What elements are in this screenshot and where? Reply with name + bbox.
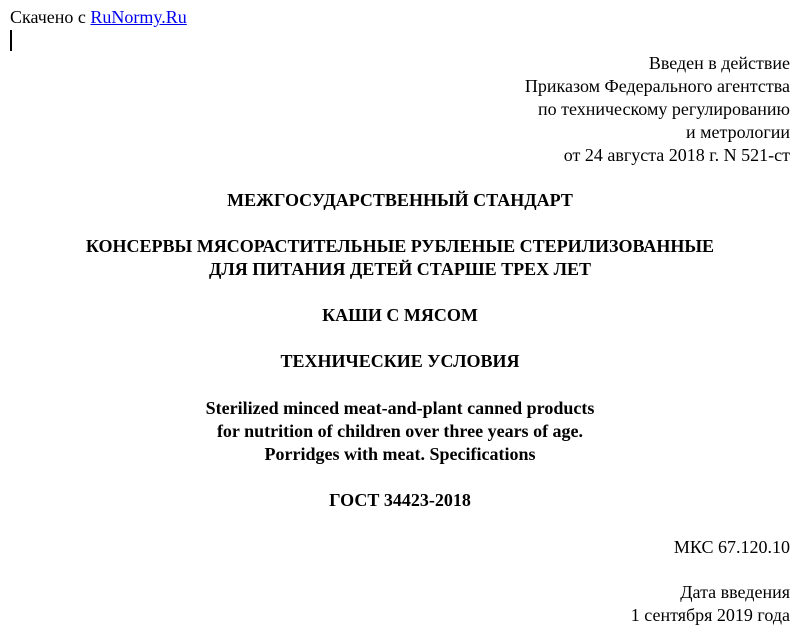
standard-type-text: МЕЖГОСУДАРСТВЕННЫЙ СТАНДАРТ [227, 190, 573, 210]
approval-line: по техническому регулированию [537, 99, 790, 119]
introduction-date-value: 1 сентября 2019 года [630, 605, 790, 625]
specifications-heading-text: ТЕХНИЧЕСКИЕ УСЛОВИЯ [280, 351, 520, 371]
document-title [0, 235, 800, 281]
document-subtitle-text: КАШИ С МЯСОМ [322, 305, 478, 325]
english-title-line: for nutrition of children over three years of age. [216, 421, 584, 441]
specifications-heading [0, 350, 800, 373]
document-title-line: КОНСЕРВЫ МЯСОРАСТИТЕЛЬНЫЕ РУБЛЕНЫЕ СТЕРИЛИЗОВАННЫЕ [85, 236, 715, 256]
document-subtitle [0, 304, 800, 327]
download-source-prefix: Скачено с [10, 7, 91, 27]
introduction-date-label: Дата введения [680, 582, 790, 602]
document-title-line: ДЛЯ ПИТАНИЯ ДЕТЕЙ СТАРШЕ ТРЕХ ЛЕТ [208, 259, 592, 279]
approval-line: Введен в действие [648, 53, 790, 73]
text-cursor [10, 30, 12, 51]
runormy-link[interactable]: RuNormy.Ru [90, 7, 187, 27]
english-title-line: Sterilized minced meat-and-plant canned products [205, 398, 595, 418]
approval-line: Приказом Федерального агентства [524, 76, 790, 96]
english-title [0, 397, 800, 466]
gost-number-heading [0, 489, 800, 512]
standard-type-heading [0, 189, 800, 212]
approval-line: и метрологии [686, 122, 790, 142]
approval-line: от 24 августа 2018 г. N 521-ст [563, 145, 790, 165]
approval-block [525, 52, 790, 167]
english-title-line: Porridges with meat. Specifications [264, 444, 536, 464]
download-source-line [10, 6, 187, 29]
mks-code: МКС 67.120.10 [673, 537, 790, 557]
gost-number-text: ГОСТ 34423-2018 [329, 490, 471, 510]
